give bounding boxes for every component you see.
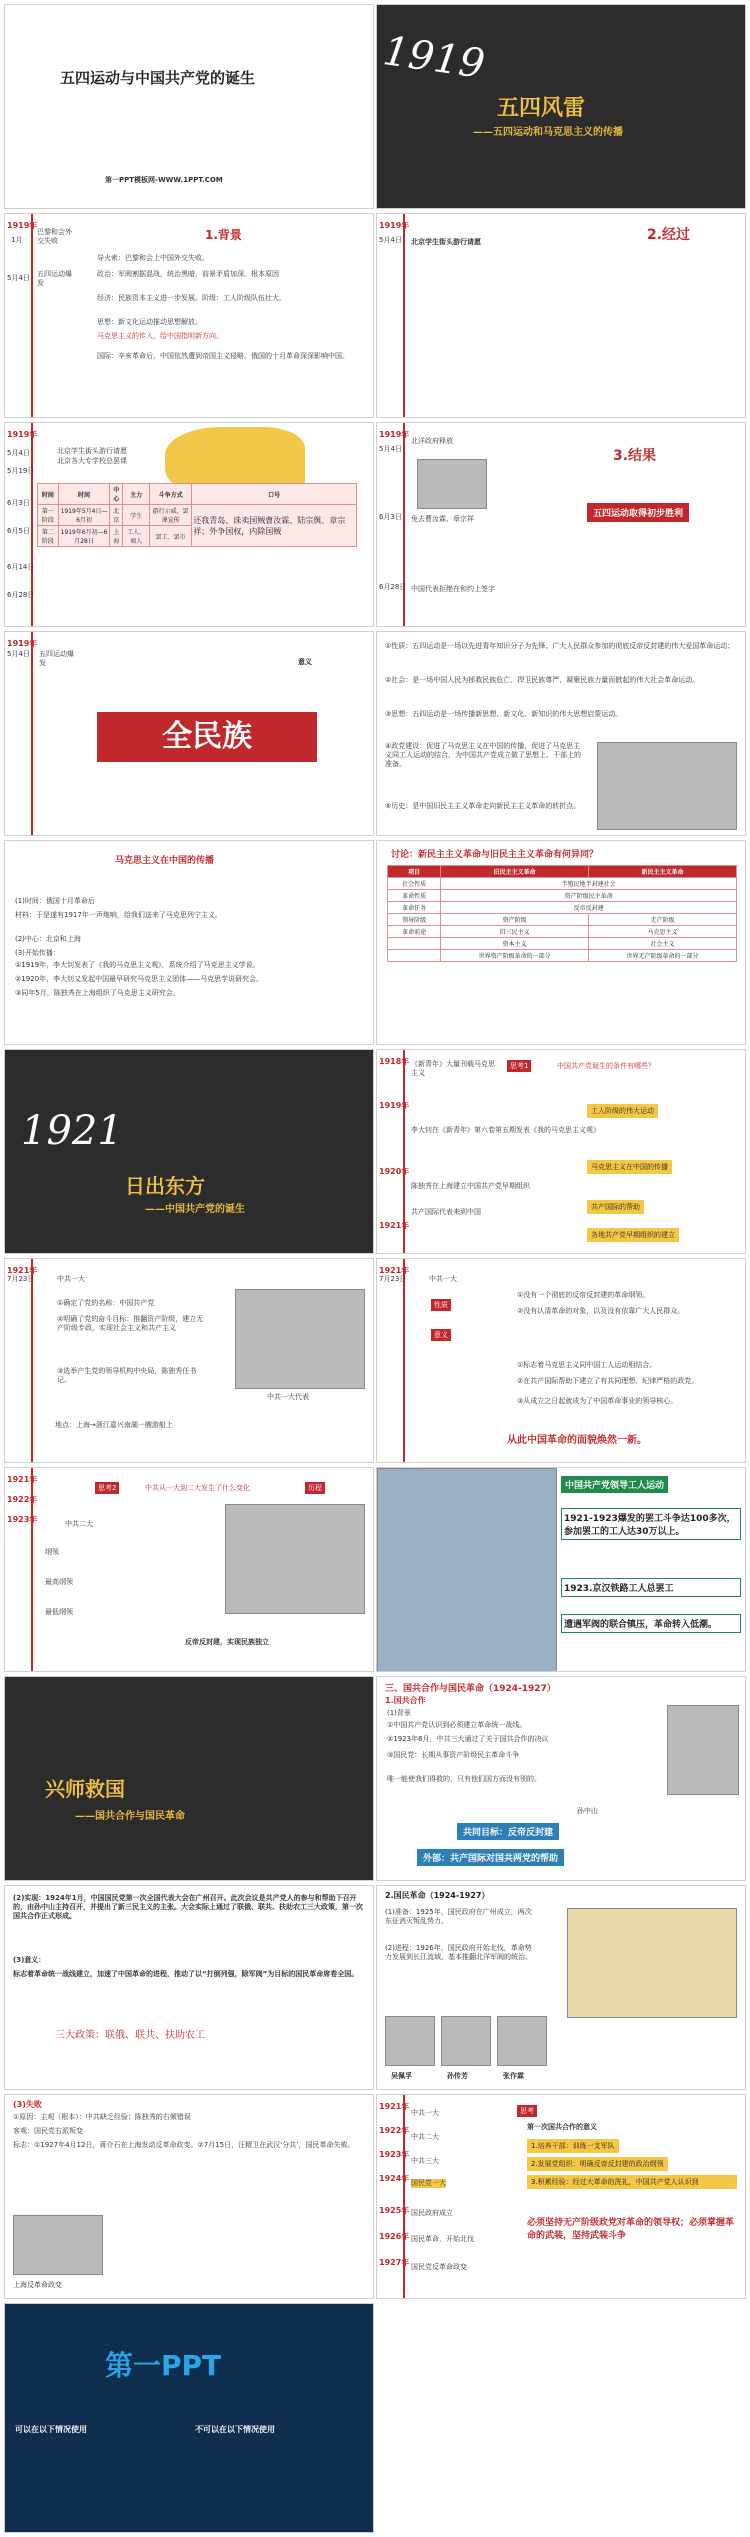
year-label: 1919年 — [379, 1101, 410, 1110]
year-label: 1927年 — [379, 2258, 410, 2267]
slide-17[interactable] — [4, 1676, 374, 1881]
event-label: 国民政府成立 — [411, 2209, 453, 2217]
month-label: 5月4日 — [7, 274, 30, 282]
event-label: 免去曹汝霖、章宗祥 — [411, 515, 474, 523]
content-line: ②社会：是一场中国人民为拯救民族危亡、捍卫民族尊严、凝聚民族力量而掀起的伟大社会革命运动。 — [385, 676, 700, 684]
date-label: 6月3日 — [379, 513, 402, 521]
month-label: 1月 — [11, 236, 23, 244]
point-box: 3.积累经验：经过大革命的洗礼，中国共产党人认识到 — [527, 2175, 737, 2189]
point-box: 遭遇军阀的联合镇压，革命转入低潮。 — [561, 1614, 741, 1633]
slide-5[interactable] — [4, 422, 374, 627]
event-label: 中共一大 — [411, 2109, 439, 2117]
think-tag: 思考1 — [507, 1060, 531, 1072]
content-line: 标志：①1927年4月12日，蒋介石在上海发动反革命政变。②7月15日，汪精卫在武汉‘分共’，国民革命失败。 — [13, 2141, 355, 2149]
month-label: 5月4日 — [379, 236, 402, 244]
content-line: (1)准备：1925年，国民政府在广州成立，两次东征消灭叛乱势力。 — [385, 1908, 532, 1925]
slide-6[interactable] — [376, 422, 746, 627]
content-line: 客观：国民党右派叛变 — [13, 2127, 83, 2135]
content-line: 经济：民族资本主义进一步发展。阶级：工人阶级队伍壮大。 — [97, 294, 286, 302]
content-line: 思想：新文化运动推动思想解放。 — [97, 318, 202, 326]
year-label: 1923年 — [379, 2150, 410, 2159]
expedition-map — [567, 1908, 737, 2018]
timeline-note: 共产国际代表来到中国 — [411, 1208, 481, 1216]
content-line: ③思想：五四运动是一场传播新思想、新文化、新知识的伟大思想启蒙运动。 — [385, 710, 623, 718]
year-label: 1921年 — [379, 1221, 410, 1230]
think-tag: 思考2 — [95, 1482, 119, 1494]
event-label: 北京各大专学校总罢课 — [57, 457, 127, 465]
content-line: ②在共产国际帮助下建立了有共同理想、纪律严格的政党。 — [517, 1377, 699, 1385]
month-label: 7月23日 — [7, 1275, 35, 1283]
warlord-portrait — [497, 2016, 547, 2066]
summary-banner: 从此中国革命的面貌焕然一新。 — [507, 1435, 647, 1446]
table-row: 资本主义 社会主义 — [388, 938, 737, 950]
conclusion-text: 必须坚持无产阶级政党对革命的领导权；必须掌握革命的武装，坚持武装斗争 — [527, 2218, 735, 2241]
content-line: ②没有认清革命的对象，以及没有依靠广大人民群众。 — [517, 1307, 685, 1315]
content-line: ①性质：五四运动是一场以先进青年知识分子为先锋、广大人民群众参加的彻底反帝反封建的伟大爱国革命运动； — [385, 642, 735, 650]
year-label: 1921 — [21, 1108, 123, 1154]
sun-yatsen-portrait — [667, 1705, 739, 1795]
photo-portraits — [417, 459, 487, 509]
date-label: 6月28日 — [379, 583, 407, 591]
slide-19[interactable] — [4, 1885, 374, 2090]
content-line: ③国民党：长期从事资产阶级民主革命斗争 — [387, 1751, 520, 1759]
usage-column: 可以在以下情况使用 — [15, 2425, 87, 2434]
table-header: 时间 — [58, 484, 110, 505]
condition-box: 共产国际的帮助 — [587, 1200, 644, 1214]
year-label: 1921年 — [7, 1266, 38, 1275]
section-heading: 2.国民革命（1924-1927） — [385, 1891, 490, 1900]
slide-22[interactable] — [376, 2094, 746, 2299]
table-row: 第一阶段 1919年5月4日—6月初 北京 学生 游行示威、罢课宣传 还我青岛、诛卖国贼曹汝霖、陆宗舆、章宗祥；外争国权，内除国贼 — [38, 505, 357, 526]
content-line: ①确定了党的名称：中国共产党 — [57, 1299, 155, 1307]
event-label: 国民党一大 — [411, 2179, 446, 2187]
slide-title: 五四风雷 — [497, 96, 586, 121]
content-line: ④政党建设：促进了马克思主义在中国的传播，促进了马克思主义同工人运动的结合，为中国共产党成立做了思想上、干部上的准备。 — [385, 742, 581, 768]
slide-7[interactable] — [4, 631, 374, 836]
slide-23[interactable] — [4, 2303, 374, 2533]
year-label: 1919年 — [379, 430, 410, 439]
timeline-note: 《新青年》大量刊载马克思主义 — [411, 1060, 495, 1077]
event-label: 巴黎和会外交失败 — [37, 228, 72, 245]
year-label: 1926年 — [379, 2232, 410, 2241]
topic-label: 中共二大 — [65, 1520, 93, 1528]
question-text: 中国共产党诞生的条件有哪些？ — [557, 1062, 655, 1070]
table-header: 主力 — [123, 484, 150, 505]
content-line: 材料：于是遂有1917年一声炮响，给我们送来了马克思列宁主义。 — [15, 911, 222, 919]
point-box: 1.培养干部：训练一支军队 — [527, 2139, 619, 2153]
event-label: 中共一大 — [429, 1275, 457, 1283]
slide-10[interactable] — [376, 840, 746, 1045]
question-text: 第一次国共合作的意义 — [527, 2123, 597, 2131]
slide-3[interactable] — [4, 213, 374, 418]
date-label: 6月5日 — [7, 527, 30, 535]
slide-9[interactable] — [4, 840, 374, 1045]
content-line: 政治：军阀割据混战，统治黑暗，前景矛盾加深。根本原因 — [97, 270, 279, 278]
table-row: 革命性质 资产阶级民主革命 — [388, 890, 737, 902]
content-line: (2)进程：1926年，国民政府开始北伐，革命势力发展到长江流域，基本推翻北洋军阀的统治。 — [385, 1944, 532, 1961]
condition-box: 各地共产党早期组织的建立 — [587, 1228, 679, 1242]
timeline-bar — [5, 1259, 33, 1462]
table-row: 世界资产阶级革命的一部分 世界无产阶级革命的一部分 — [388, 950, 737, 962]
section-heading: 1.背景 — [205, 228, 242, 242]
content-line: ③同年5月，陈独秀在上海组织了马克思主义研究会。 — [15, 989, 180, 997]
warlord-portrait — [441, 2016, 491, 2066]
portrait-name: 吴佩孚 — [391, 2072, 412, 2080]
label-tag: 性质 — [431, 1299, 451, 1311]
content-line: (3)意义： — [13, 1956, 46, 1964]
year-label: 1920年 — [379, 1167, 410, 1176]
year-label: 1922年 — [7, 1495, 38, 1504]
event-label: 北京学生街头游行请愿 — [57, 447, 127, 455]
date-label: 5月4日 — [7, 449, 30, 457]
section-heading: (3)失败 — [13, 2100, 42, 2109]
slide-1[interactable] — [4, 4, 374, 209]
slide-subtitle: ——国共合作与国民革命 — [75, 1811, 185, 1822]
label-tag: 意义 — [431, 1329, 451, 1341]
portrait-name: 张作霖 — [503, 2072, 524, 2080]
event-label: 中国代表拒绝在和约上签字 — [411, 585, 495, 593]
goal-box: 共同目标：反帝反封建 — [457, 1823, 559, 1840]
slide-16[interactable] — [376, 1467, 746, 1672]
condition-box: 工人阶级的伟大运动 — [587, 1104, 658, 1118]
point-box: 1921-1923爆发的罢工斗争达100多次，参加罢工的工人达30万以上。 — [561, 1508, 741, 1540]
warlord-portrait — [385, 2016, 435, 2066]
event-label: 中共一大 — [57, 1275, 85, 1283]
slide-14[interactable] — [376, 1258, 746, 1463]
slide-11[interactable] — [4, 1049, 374, 1254]
content-line: 马克思主义的传入，给中国指明新方向。 — [97, 332, 223, 340]
timeline-note: 陈独秀在上海建立中国共产党早期组织 — [411, 1182, 530, 1190]
content-line: ①中国共产党认识到必须建立革命统一战线。 — [387, 1721, 527, 1729]
date-label: 6月3日 — [7, 499, 30, 507]
year-label: 1924年 — [379, 2174, 410, 2183]
delegate-portraits — [235, 1289, 365, 1389]
discussion-title: 讨论：新民主主义革命与旧民主主义革命有何异同？ — [391, 850, 599, 860]
brand-logo: 第一PPT — [105, 2349, 222, 2382]
meaning-label: 意义 — [298, 658, 312, 666]
slide-2[interactable] — [376, 4, 746, 209]
year-label: 1921年 — [379, 1266, 410, 1275]
year-label: 1919 — [380, 28, 488, 88]
content-line: ③从成立之日起就成为了中国革命事业的领导核心。 — [517, 1397, 678, 1405]
think-tag: 思考 — [517, 2105, 537, 2117]
table-header: 斗争方式 — [149, 484, 191, 505]
slide-18[interactable] — [376, 1676, 746, 1881]
portrait-name: 孙传芳 — [447, 2072, 468, 2080]
content-line: ③选举产生党的领导机构中央局，陈独秀任书记。 — [57, 1367, 197, 1384]
section-heading: 2.经过 — [647, 227, 691, 243]
coup-photo — [13, 2215, 103, 2275]
topic-label: 最高纲领 — [45, 1578, 73, 1586]
table-row: 社会性质 半殖民地半封建社会 — [388, 878, 737, 890]
event-label: 国民革命，开始北伐 — [411, 2235, 474, 2243]
month-label: 7月23日 — [379, 1275, 407, 1283]
condition-box: 马克思主义在中国的传播 — [587, 1160, 672, 1174]
place-line: 地点：上海→浙江嘉兴南湖一艘游船上 — [55, 1421, 173, 1429]
event-label: 国民党反革命政变 — [411, 2263, 467, 2271]
table-row: 领导阶级 资产阶级 无产阶级 — [388, 914, 737, 926]
year-label: 1922年 — [379, 2126, 410, 2135]
event-label: 北洋政府释放 — [411, 437, 453, 445]
table-header: 口号 — [192, 484, 357, 505]
slide-title: 五四运动与中国共产党的诞生 — [60, 69, 256, 87]
slide-footer: 第一PPT模板网-WWW.1PPT.COM — [105, 176, 223, 184]
slide-title: 日出东方 — [125, 1174, 205, 1198]
content-line: 导火索：巴黎和会上中国外交失败。 — [97, 254, 209, 262]
section-heading: 中国共产党领导工人运动 — [561, 1476, 668, 1493]
history-tag: 历程 — [305, 1482, 325, 1494]
date-label: 5月4日 — [379, 445, 402, 453]
content-line: ②1920年，李大钊又发起中国最早研究马克思主义团体——马克思学说研究会。 — [15, 975, 264, 983]
section-heading: 马克思主义在中国的传播 — [115, 856, 215, 866]
point-box: 2.发展党组织：明确反帝反封建的政治纲领 — [527, 2157, 668, 2171]
content-line: ①原因：主观（根本）：中共缺乏经验；陈独秀的右倾错误 — [13, 2113, 191, 2121]
big-word-banner: 全民族 — [97, 712, 317, 762]
table-header: 时间 — [38, 484, 59, 505]
content-line: ①1919年，李大钊发表了《我的马克思主义观》，系统介绍了马克思主义学说。 — [15, 961, 260, 969]
slide-21[interactable] — [4, 2094, 374, 2299]
point-box: 1923.京汉铁路工人总罢工 — [561, 1578, 741, 1597]
question-text: 中共从一大到二大发生了什么变化 — [145, 1484, 250, 1492]
photo-caption: 中共一大代表 — [267, 1393, 309, 1401]
content-line: ②明确了党的奋斗目标：推翻资产阶级，建立无产阶级专政，实现社会主义和共产主义 — [57, 1315, 204, 1332]
table-row: 革命任务 反帝反封建 — [388, 902, 737, 914]
section-heading: 三、国共合作与国民革命（1924-1927） — [385, 1684, 556, 1694]
year-label: 1921年 — [379, 2102, 410, 2111]
year-label: 1919年 — [7, 639, 38, 648]
policy-slogan: 三大政策：联俄、联共、扶助农工 — [55, 2030, 205, 2041]
slide-title: 兴师救国 — [45, 1777, 125, 1801]
content-line: ②1923年6月，中共三大通过了关于国共合作的决议 — [387, 1735, 549, 1743]
slide-20[interactable] — [376, 1885, 746, 2090]
photo-caption: 上海反革命政变 — [13, 2281, 62, 2289]
goal-line: 反帝反封建，实现民族独立 — [185, 1638, 269, 1646]
quote-author: 孙中山 — [577, 1807, 598, 1815]
date-label: 6月28日 — [7, 591, 35, 599]
compare-table: 项目 旧民主主义革命 新民主主义革命 社会性质 半殖民地半封建社会 革命性质 资产阶级民主革命 革命任务 反帝反封建 领导阶级 资产阶级 无产阶级 革命前途 旧三民主义 马克思主义 资本主义 社会主义 世界资产阶级革命的一部分 世界无产阶级革命的一部分 — [387, 865, 737, 962]
year-label: 1921年 — [7, 1475, 38, 1484]
quote-line: 唯一能使我们得救的，只有他们国方而没有别的。 — [387, 1775, 541, 1783]
event-label: 五四运动爆发 — [37, 270, 72, 287]
slide-8[interactable] — [376, 631, 746, 836]
event-label: 中共二大 — [411, 2133, 439, 2141]
content-line: (2)中心：北京和上海 — [15, 935, 81, 943]
content-line: ⑤历史：是中国旧民主主义革命走向新民主主义革命的转折点。 — [385, 802, 581, 810]
year-label: 1919年 — [7, 430, 38, 439]
timeline-bar — [377, 1259, 405, 1462]
result-banner: 五四运动取得初步胜利 — [587, 503, 689, 522]
content-line: ①标志着马克思主义同中国工人运动相结合。 — [517, 1361, 657, 1369]
event-label: 五四运动爆发 — [39, 650, 74, 667]
slide-subtitle: ——中国共产党的诞生 — [145, 1204, 245, 1215]
sub-heading: 1.国共合作 — [385, 1696, 426, 1705]
content-line: 国际：辛亥革命后，中国依然遭到帝国主义侵略。俄国的十月革命深深影响中国。 — [97, 352, 349, 360]
external-box: 外部：共产国际对国共两党的帮助 — [417, 1849, 564, 1866]
protest-photo — [597, 742, 737, 830]
slide-13[interactable] — [4, 1258, 374, 1463]
slide-4[interactable] — [376, 213, 746, 418]
content-line: (3)开始传播： — [15, 949, 60, 957]
phase-table — [37, 483, 357, 547]
timeline-note: 李大钊在《新青年》第六卷第五期发表《我的马克思主义观》 — [411, 1126, 600, 1134]
event-label: 中共三大 — [411, 2157, 439, 2165]
table-header: 中心 — [110, 484, 123, 505]
topic-label: 最低纲领 — [45, 1608, 73, 1616]
content-line: 标志着革命统一战线建立，加速了中国革命的进程，推动了以“打倒列强，除军阀”为目标的国民革命席卷全国。 — [13, 1970, 359, 1978]
slide-15[interactable] — [4, 1467, 374, 1672]
year-label: 1919年 — [7, 221, 38, 230]
year-label: 1923年 — [7, 1515, 38, 1524]
section-heading: 3.结果 — [613, 448, 657, 464]
document-photo — [225, 1504, 365, 1614]
month-label: 5月4日 — [7, 650, 30, 658]
table-row: 第二阶段 1919年6月初—6月28日 上海 工人、商人 罢工、罢市 — [38, 526, 357, 547]
content-line: ①没有一个彻底的反帝反封建的革命纲领。 — [517, 1291, 650, 1299]
year-label: 1925年 — [379, 2206, 410, 2215]
route-map — [377, 1468, 557, 1672]
event-label: 北京学生街头游行请愿 — [411, 238, 481, 246]
year-label: 1919年 — [379, 221, 410, 230]
content-line: (1)背景 — [387, 1709, 411, 1717]
table-row: 革命前途 旧三民主义 马克思主义 — [388, 926, 737, 938]
date-label: 5月19日 — [7, 467, 35, 475]
content-line: (1)时间：俄国十月革命后 — [15, 897, 95, 905]
usage-column: 不可以在以下情况使用 — [195, 2425, 275, 2434]
slide-subtitle: ——五四运动和马克思主义的传播 — [473, 127, 623, 138]
year-label: 1918年 — [379, 1057, 410, 1066]
timeline-bar — [5, 632, 33, 835]
date-label: 6月14日 — [7, 563, 35, 571]
topic-label: 纲领 — [45, 1548, 59, 1556]
content-line: (2)实现：1924年1月，中国国民党第一次全国代表大会在广州召开。此次会议是共产党人的参与和帮助下召开的，由孙中山主持召开，并提出了新三民主义的主张。大会实际上通过了联俄、联共、扶助农工三大政策，第一次国共合作正式形成。 — [13, 1894, 363, 1920]
slide-12[interactable] — [376, 1049, 746, 1254]
